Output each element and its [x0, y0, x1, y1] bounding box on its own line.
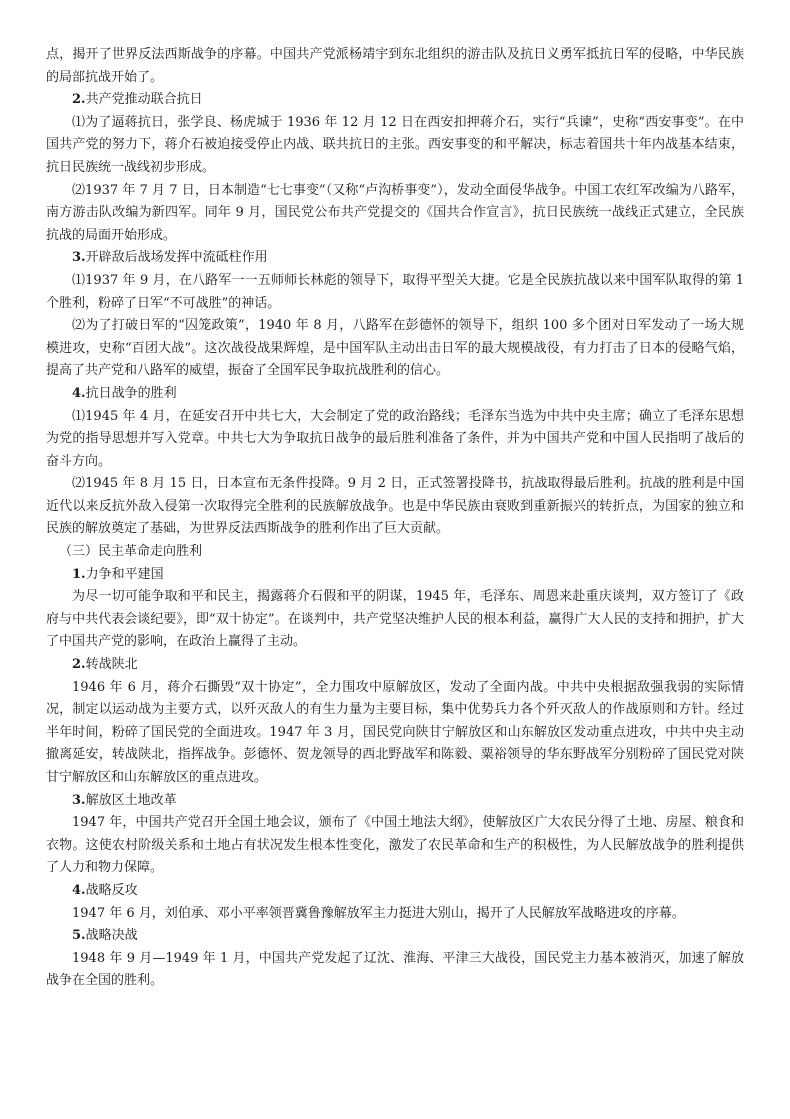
heading-decisive-battles: 5.战略决战 [72, 928, 138, 944]
heading-peace: 1.力争和平建国 [72, 566, 164, 582]
paragraph-july-seventh: ⑵1937 年 7 月 7 日，日本制造“七七事变”（又称“卢沟桥事变”），发动全面侵华战争。中国工农红军改编为八路军，南方游击队改编为新四军。同年 9 月，国民党公布共产党提交的《国共合作宣言》，抗日民族统一战线正式建立，全民族抗战的局面开始形成。 [46, 182, 744, 243]
paragraph-seventh-congress: ⑴1945 年 4 月，在延安召开中共七大，大会制定了党的政治路线；毛泽东当选为中共中央主席；确立了毛泽东思想为党的指导思想并写入党章。中共七大为争取抗日战争的最后胜利准备了条件，并为中国共产党和中国人民指明了战后的奋斗方向。 [46, 408, 744, 469]
paragraph-dabie: 1947 年 6 月，刘伯承、邓小平率领晋冀鲁豫解放军主力挺进大别山，揭开了人民解放军战略进攻的序幕。 [72, 905, 685, 921]
heading-counteroffensive: 4.战略反攻 [72, 882, 138, 898]
paragraph-land-law: 1947 年，中国共产党召开全国土地会议，颁布了《中国土地法大纲》，使解放区广大农民分得了土地、房屋、粮食和衣物。这使农村阶级关系和土地占有状况发生根本性变化，激发了农民革命和生产的积极性，为人民解放战争的胜利提供了人力和物力保障。 [46, 815, 744, 876]
heading-northern-shaanxi: 2.转战陕北 [72, 657, 138, 673]
heading-enemy-rear: 3.开辟敌后战场发挥中流砥柱作用 [72, 250, 268, 266]
paragraph-pingxingguan: ⑴1937 年 9 月，在八路军一一五师师长林彪的领导下，取得平型关大捷。它是全民族抗战以来中国军队取得的第 1 个胜利，粉碎了日军“不可战胜”的神话。 [46, 272, 744, 311]
paragraph-intro: 点，揭开了世界反法西斯战争的序幕。中国共产党派杨靖宇到东北组织的游击队及抗日义勇军抵抗日军的侵略，中华民族的局部抗战开始了。 [46, 47, 744, 85]
section-heading: （三）民主革命走向胜利 [59, 544, 203, 560]
paragraph-civil-war: 1946 年 6 月，蒋介石撕毁“双十协定”，全力围攻中原解放区，发动了全面内战。中共中央根据敌强我弱的实际情况，制定以运动战为主要方式，以歼灭敌人的有生力量为主要目标，集中优势兵力各个歼灭敌人的作战原则和方针。经过半年时间，粉碎了国民党的全面进攻。1947 年 3 月，国民党向陕甘宁解放区和山东解放区发动重点进攻，中共中央主动撤离延安，转战陕北，指挥战争。彭德怀、贺龙领导的西北野战军和陈毅、粟裕领导的华东野战军分别粉碎了国民党对陕甘宁解放区和山东解放区的重点进攻。 [46, 679, 744, 785]
heading-united-front: 2.共产党推动联合抗日 [72, 92, 203, 108]
paragraph-chongqing: 为尽一切可能争取和平和民主，揭露蒋介石假和平的阴谋，1945 年，毛泽东、周恩来赴重庆谈判，双方签订了《政府与中共代表会谈纪要》，即“双十协定”。在谈判中，共产党坚决维护人民的根本利益，赢得广大人民的支持和拥护，扩大了中国共产党的影响，在政治上赢得了主动。 [46, 589, 744, 650]
paragraph-hundred-regiments: ⑵为了打破日军的“囚笼政策”，1940 年 8 月，八路军在彭德怀的领导下，组织 100 多个团对日军发动了一场大规模进攻，史称“百团大战”。这次战役战果辉煌，是中国军队主动出击日军的最大规模战役，有力打击了日本的侵略气焰，提高了共产党和八路军的威望，振奋了全国军民争取抗战胜利的信心。 [46, 318, 744, 379]
document-page [46, 44, 744, 993]
paragraph-three-campaigns: 1948 年 9 月—1949 年 1 月，中国共产党发起了辽沈、淮海、平津三大战役，国民党主力基本被消灭，加速了解放战争在全国的胜利。 [46, 950, 744, 989]
heading-land-reform: 3.解放区土地改革 [72, 792, 177, 808]
paragraph-xian-incident: ⑴为了逼蒋抗日，张学良、杨虎城于 1936 年 12 月 12 日在西安扣押蒋介石，实行“兵谏”，史称“西安事变”。在中国共产党的努力下，蒋介石被迫接受停止内战、联共抗日的主张。西安事变的和平解决，标志着国共十年内战基本结束，抗日民族统一战线初步形成。 [46, 114, 744, 175]
paragraph-surrender: ⑵1945 年 8 月 15 日，日本宣布无条件投降。9 月 2 日，正式签署投降书，抗战取得最后胜利。抗战的胜利是中国近代以来反抗外敌入侵第一次取得完全胜利的民族解放战争。也是中华民族由衰败到重新振兴的转折点，为国家的独立和民族的解放奠定了基础，为世界反法西斯战争的胜利作出了巨大贡献。 [46, 476, 744, 537]
heading-victory: 4.抗日战争的胜利 [72, 385, 177, 401]
